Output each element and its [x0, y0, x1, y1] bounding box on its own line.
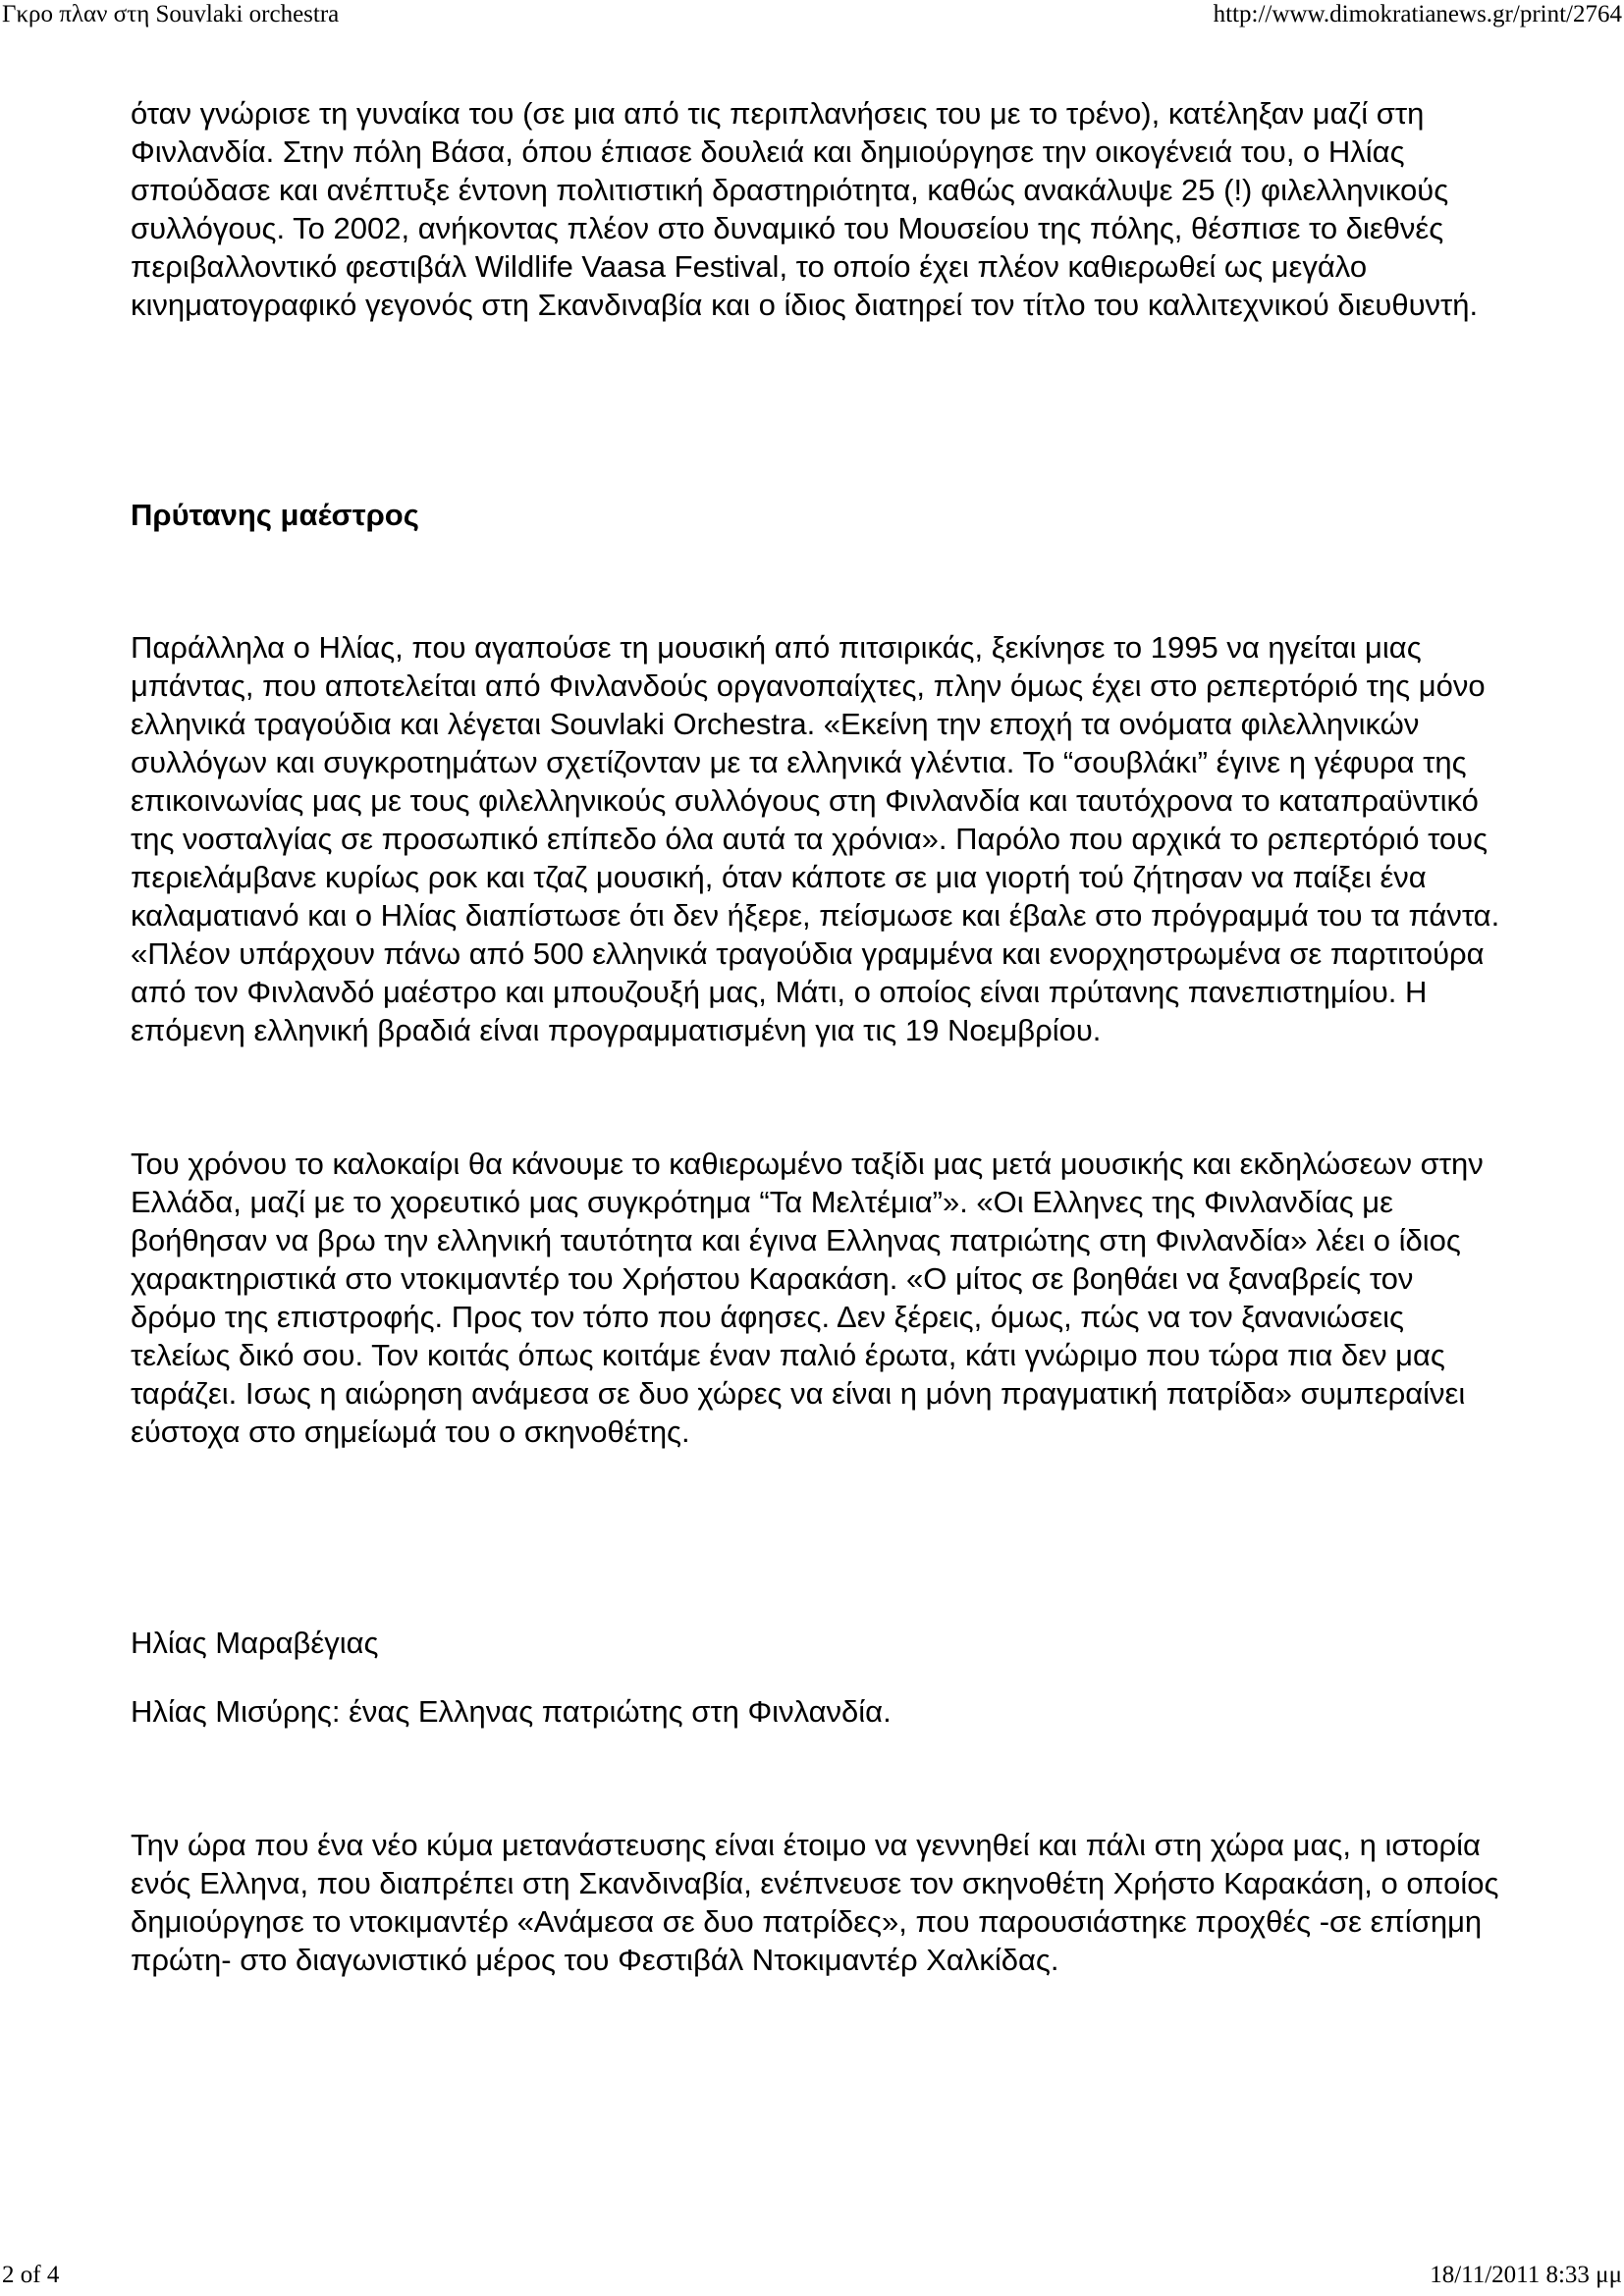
section-heading: Πρύτανης μαέστρος	[131, 498, 419, 532]
page-number: 2 of 4	[2, 2262, 60, 2288]
article-subtitle: Ηλίας Μισύρης: ένας Ελληνας πατριώτης στη Φινλανδία.	[131, 1694, 892, 1729]
page-title: Γκρο πλαν στη Souvlaki orchestra	[2, 1, 340, 27]
page-url: http://www.dimokratianews.gr/print/2764	[1213, 1, 1622, 27]
maestro-paragraph: Παράλληλα ο Ηλίας, που αγαπούσε τη μουσική από πιτσιρικάς, ξεκίνησε το 1995 να ηγείται μιας μπάντας, που αποτελείται από Φινλανδούς οργανοπαίχτες, πλην όμως έχει στο ρεπερτόριό της μόνο ελληνικά τραγούδια και λέγεται Souvlaki Orchestra. «Εκείνη την εποχή τα ονόματα φιλελληνικών συλλόγων και συγκροτημάτων σχετίζονταν με τα ελληνικά γλέντια. Το “σουβλάκι” έγινε η γέφυρα της επικοινωνίας μας με τους φιλελληνικούς συλλόγους στη Φινλανδία και ταυτόχρονα το καταπραϋντικό της νοσταλγίας σε προσωπικό επίπεδο όλα αυτά τα χρόνια». Παρόλο που αρχικά το ρεπερτόριό τους περιελάμβανε κυρίως ροκ και τζαζ μουσική, όταν κάποτε σε μια γιορτή τού ζήτησαν να παίξει ένα καλαματιανό και ο Ηλίας διαπίστωσε ότι δεν ήξερε, πείσμωσε και έβαλε στο πρόγραμμά του τα πάντα. «Πλέον υπάρχουν πάνω από 500 ελληνικά τραγούδια γραμμένα και ενορχηστρωμένα σε παρτιτούρα από τον Φινλανδό μαέστρο και μπουζουξή μας, Μάτι, ο οποίος είναι πρύτανης πανεπιστημίου. Η επόμενη ελληνική βραδιά είναι προγραμματισμένη για τις 19 Νοεμβρίου.	[131, 630, 1500, 1047]
print-datetime: 18/11/2011 8:33 μμ	[1430, 2262, 1622, 2288]
author-name: Ηλίας Μαραβέγιας	[131, 1626, 379, 1660]
article-body	[131, 94, 1505, 1979]
intro-paragraph: όταν γνώρισε τη γυναίκα του (σε μια από τις περιπλανήσεις του με το τρένο), κατέληξαν μαζί στη Φινλανδία. Στην πόλη Βάσα, όπου έπιασε δουλειά και δημιούργησε την οικογένειά του, ο Ηλίας σπούδασε και ανέπτυξε έντονη πολιτιστική δραστηριότητα, καθώς ανακάλυψε 25 (!) φιλελληνικούς συλλόγους. Το 2002, ανήκοντας πλέον στο δυναμικό του Μουσείου της πόλης, θέσπισε το διεθνές περιβαλλοντικό φεστιβάλ Wildlife Vaasa Festival, το οποίο έχει πλέον καθιερωθεί ως μεγάλο κινηματογραφικό γεγονός στη Σκανδιναβία και ο ίδιος διατηρεί τον τίτλο του καλλιτεχνικού διευθυντή.	[131, 96, 1479, 322]
lead-paragraph: Την ώρα που ένα νέο κύμα μετανάστευσης είναι έτοιμο να γεννηθεί και πάλι στη χώρα μας, η ιστορία ενός Ελληνα, που διαπρέπει στη Σκανδιναβία, ενέπνευσε τον σκηνοθέτη Χρήστο Καρακάση, ο οποίος δημιούργησε το ντοκιμαντέρ «Ανάμεσα σε δυο πατρίδες», που παρουσιάστηκε προχθές -σε επίσημη πρώτη- στο διαγωνιστικό μέρος του Φεστιβάλ Ντοκιμαντέρ Χαλκίδας.	[131, 1828, 1499, 1977]
summer-paragraph: Του χρόνου το καλοκαίρι θα κάνουμε το καθιερωμένο ταξίδι μας μετά μουσικής και εκδηλώσεων στην Ελλάδα, μαζί με το χορευτικό μας συγκρότημα “Τα Μελτέμια”». «Οι Ελληνες της Φινλανδίας με βοήθησαν να βρω την ελληνική ταυτότητα και έγινα Ελληνας πατριώτης στη Φινλανδία» λέει ο ίδιος χαρακτηριστικά στο ντοκιμαντέρ του Χρήστου Καρακάση. «Ο μίτος σε βοηθάει να ξαναβρείς τον δρόμο της επιστροφής. Προς τον τόπο που άφησες. Δεν ξέρεις, όμως, πώς να τον ξανανιώσεις τελείως δικό σου. Τον κοιτάς όπως κοιτάμε έναν παλιό έρωτα, κάτι γνώριμο που τώρα πια δεν μας ταράζει. Ισως η αιώρηση ανάμεσα σε δυο χώρες να είναι η μόνη πραγματική πατρίδα» συμπεραίνει εύστοχα στο σημείωμά του ο σκηνοθέτης.	[131, 1147, 1484, 1449]
